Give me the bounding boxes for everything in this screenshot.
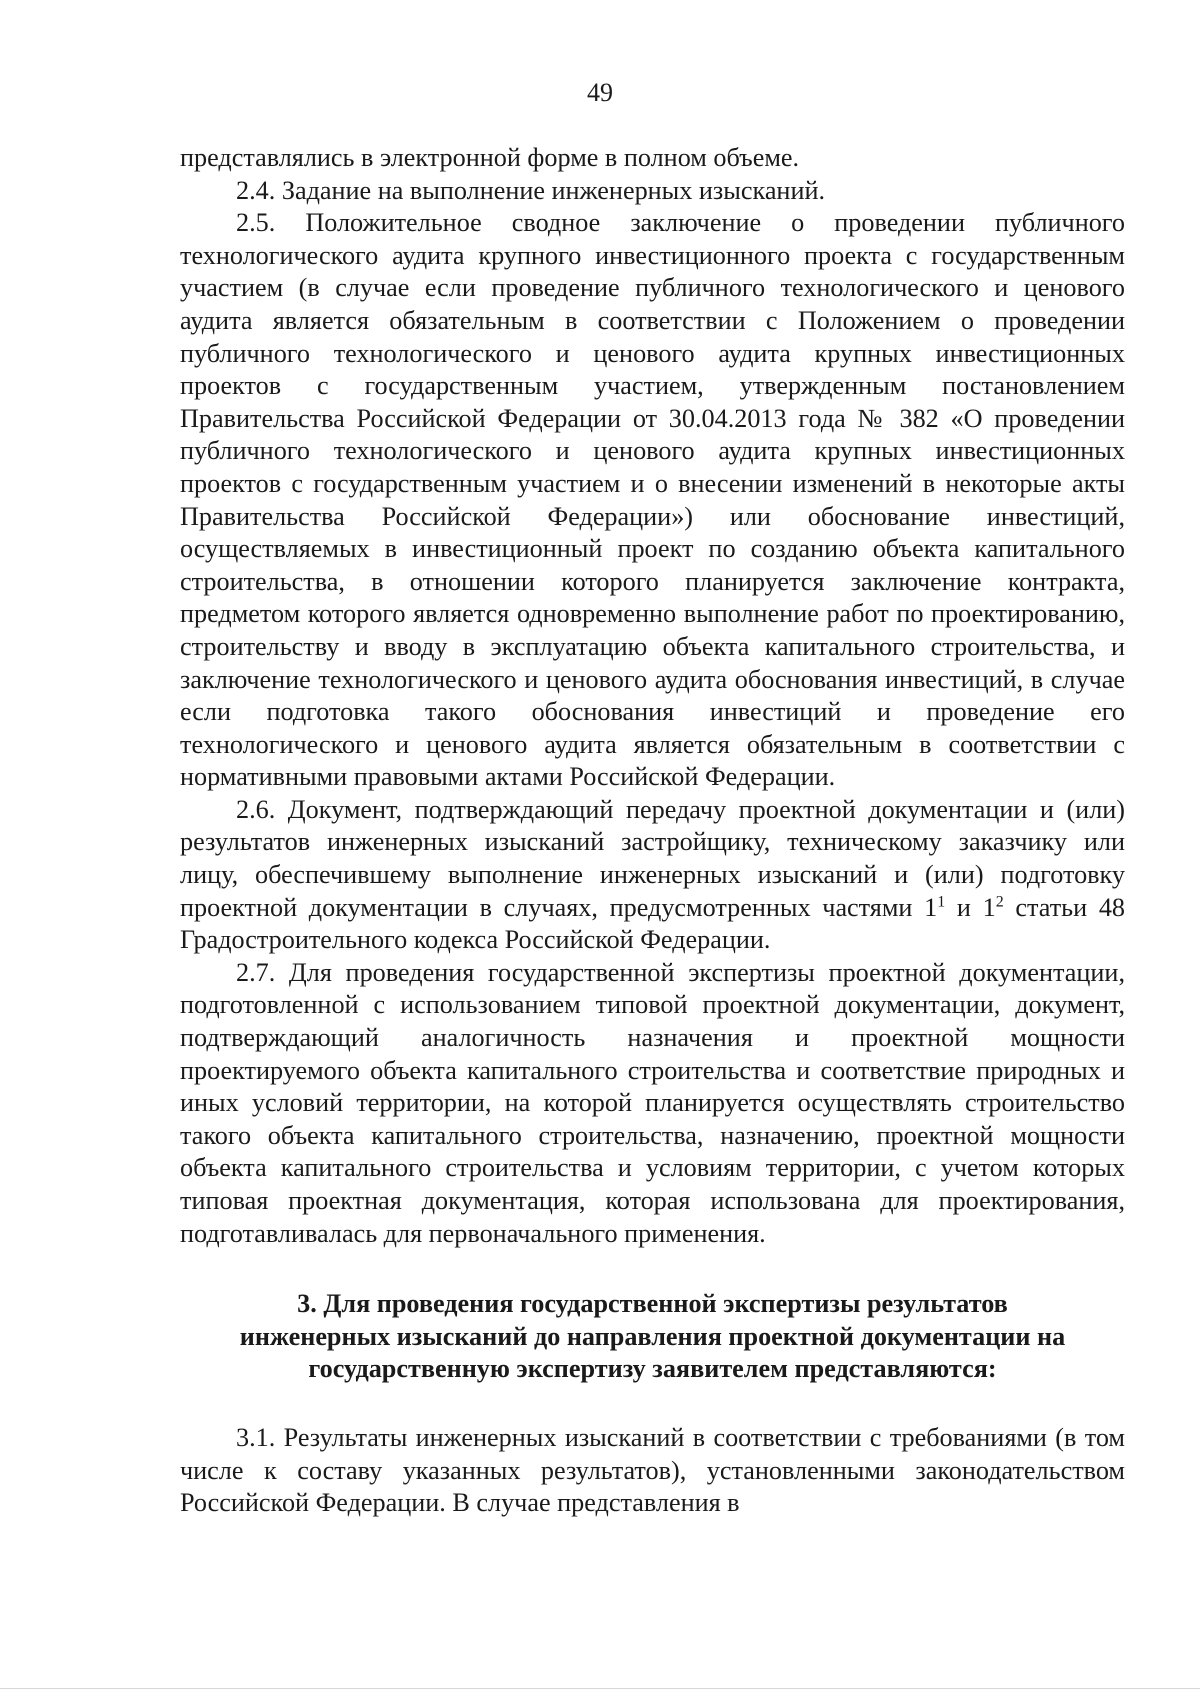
paragraph-2-6-text-a: 2.6. Документ, подтверждающий передачу проектной документации и (или) результатов инженерных изысканий застройщику, техническому заказчику или лицу, обеспечившему выполнение инженерных изысканий и (или) подготовку проектной документации в случаях, предусмотренных частями 1	[180, 794, 1125, 922]
paragraph-2-6-text-c: статьи 48 Градостроительного кодекса Российской Федерации.	[180, 892, 1126, 955]
paragraph-2-6	[180, 794, 1125, 957]
paragraph-2-7: 2.7. Для проведения государственной экспертизы проектной документации, подготовленной с использованием типовой проектной документации, документ, подтверждающий аналогичность назначения и проектной мощности проектируемого объекта капитального строительства и соответствие природных и иных условий территории, на которой планируется осуществлять строительство такого объекта капитального строительства, назначению, проектной мощности объекта капитального строительства и условиям территории, с учетом которых типовая проектная документация, которая использована для проектирования, подготавливалась для первоначального применения.	[180, 957, 1125, 1248]
section-3-heading	[180, 1288, 1125, 1386]
section-3-heading-line-2: инженерных изысканий до направления проектной документации на	[239, 1321, 1066, 1351]
superscript-1: 1	[937, 892, 946, 910]
scan-bottom-edge	[0, 1688, 1200, 1689]
paragraph-2-5: 2.5. Положительное сводное заключение о проведении публичного технологического аудита крупного инвестиционного проекта с государственным участием (в случае если проведение публичного технологического и ценового аудита является обязательным в соответствии с Положением о проведении публичного технологического и ценового аудита крупных инвестиционных проектов с государственным участием, утвержденным постановлением Правительства Российской Федерации от 30.04.2013 года № 382 «О проведении публичного технологического и ценового аудита крупных инвестиционных проектов с государственным участием и о внесении изменений в некоторые акты Правительства Российской Федерации») или обоснование инвестиций, осуществляемых в инвестиционный проект по созданию объекта капитального строительства, в отношении которого планируется заключение контракта, предметом которого является одновременно выполнение работ по проектированию, строительству и вводу в эксплуатацию объекта капитального строительства, и заключение технологического и ценового аудита обоснования инвестиций, в случае если подготовка такого обоснования инвестиций и проведение его технологического и ценового аудита является обязательным в соответствии с нормативными правовыми актами Российской Федерации.	[180, 208, 1125, 792]
paragraph-2-6-text-b: и 1	[945, 892, 996, 922]
paragraph-2-4: 2.4. Задание на выполнение инженерных изысканий.	[236, 175, 826, 205]
superscript-2: 2	[995, 892, 1004, 910]
document-body	[180, 142, 1125, 1520]
section-3-heading-line-1: 3. Для проведения государственной экспертизы результатов	[297, 1289, 1008, 1319]
paragraph-3-1: 3.1. Результаты инженерных изысканий в соответствии с требованиями (в том числе к составу указанных результатов), установленными законодательством Российской Федерации. В случае представления в	[180, 1422, 1125, 1518]
page-number: 49	[587, 78, 613, 107]
paragraph-continuation: представлялись в электронной форме в полном объеме.	[180, 143, 800, 172]
section-3-heading-line-3: государственную экспертизу заявителем представляются:	[308, 1354, 997, 1384]
